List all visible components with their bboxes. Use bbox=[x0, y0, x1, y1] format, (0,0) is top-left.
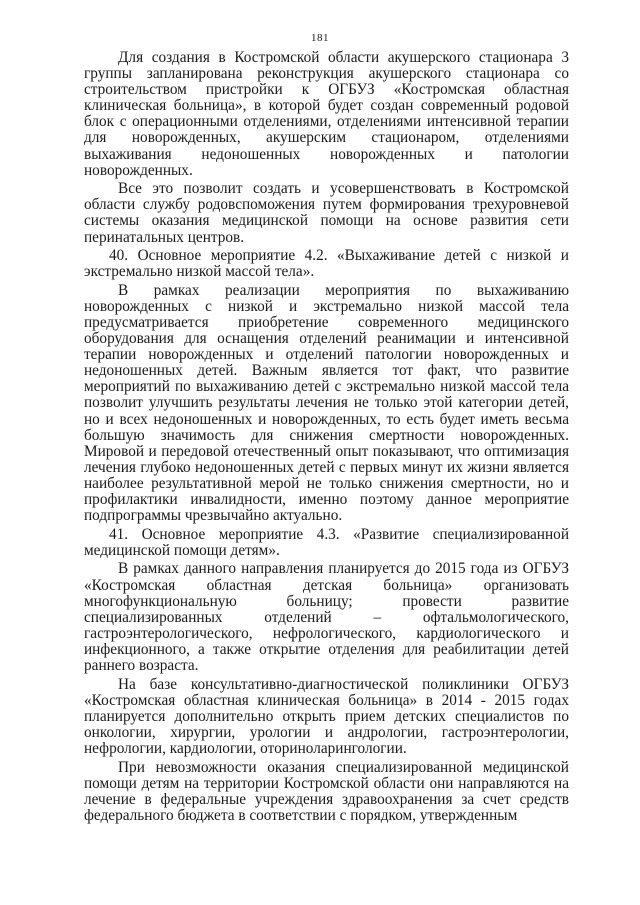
paragraph-federal-referral: При невозможности оказания специализированной медицинской помощи детям на территории Костромской области они направляются на лечение в федеральные учреждения здравоохранения за счет средств федерального бюджета в соответствии с порядком, утвержденным bbox=[84, 758, 569, 824]
paragraph-obstetric-hospital: Для создания в Костромской области акушерского стационара 3 группы запланирована реконструкция акушерского стационара со строительством пристройки к ОГБУЗ «Костромская областная клиническая больница», в которой будет создан современный родовой блок с операционными отделениями, отделениями интенсивной терапии для новорожденных, акушерским стационаром, отделениями выхаживания недоношенных новорожденных и патологии новорожденных. bbox=[84, 49, 569, 179]
paragraph-measure-4-2-heading: 40. Основное мероприятие 4.2. «Выхаживание детей с низкой и экстремально низкой массой тела». bbox=[84, 247, 569, 281]
page-number: 181 bbox=[311, 32, 329, 44]
paragraph-polyclinic-specialists: На базе консультативно-диагностической поликлиники ОГБУЗ «Костромская областная клиническая больница» в 2014 - 2015 годах планируется дополнительно открыть прием детских специалистов по онкологии, хирургии, урологии и андрологии, гастроэнтерологии, нефрологии, кардиологии, оториноларингологии. bbox=[84, 675, 569, 757]
paragraph-childrens-hospital: В рамках данного направления планируется до 2015 года из ОГБУЗ «Костромская областная детская больница» организовать многофункциональную больницу; провести развитие специализированных отделений – офтальмологического, гастроэнтерологического, нефрологического, кардиологического и инфекционного, а также открытие отделения для реабилитации детей раннего возраста. bbox=[84, 560, 569, 674]
document-body bbox=[84, 50, 569, 826]
paragraph-low-birth-weight: В рамках реализации мероприятия по выхаживанию новорожденных с низкой и экстремально низкой массой тела предусматривается приобретение современного медицинского оборудования для оснащения отделений реанимации и интенсивной терапии новорожденных и отделений патологии новорожденных и недоношенных детей. Важным является тот факт, что развитие мероприятий по выхаживанию детей с экстремально низкой массой тела позволит улучшить результаты лечения не только этой категории детей, но и всех недоношенных и новорожденных, то есть будет иметь весьма большую значимость для снижения смертности новорожденных. Мировой и передовой отечественный опыт показывают, что оптимизация лечения глубоко недоношенных детей с первых минут их жизни является наиболее результативной мерой не только снижения смертности, но и профилактики инвалидности, именно поэтому данное мероприятие подпрограммы чрезвычайно актуально. bbox=[84, 281, 569, 525]
paragraph-three-level-system: Все это позволит создать и усовершенствовать в Костромской области службу родовспоможения путем формирования трехуровневой системы оказания медицинской помощи на основе развития сети перинатальных центров. bbox=[84, 180, 569, 246]
paragraph-measure-4-3-heading: 41. Основное мероприятие 4.3. «Развитие специализированной медицинской помощи детям». bbox=[84, 525, 569, 559]
